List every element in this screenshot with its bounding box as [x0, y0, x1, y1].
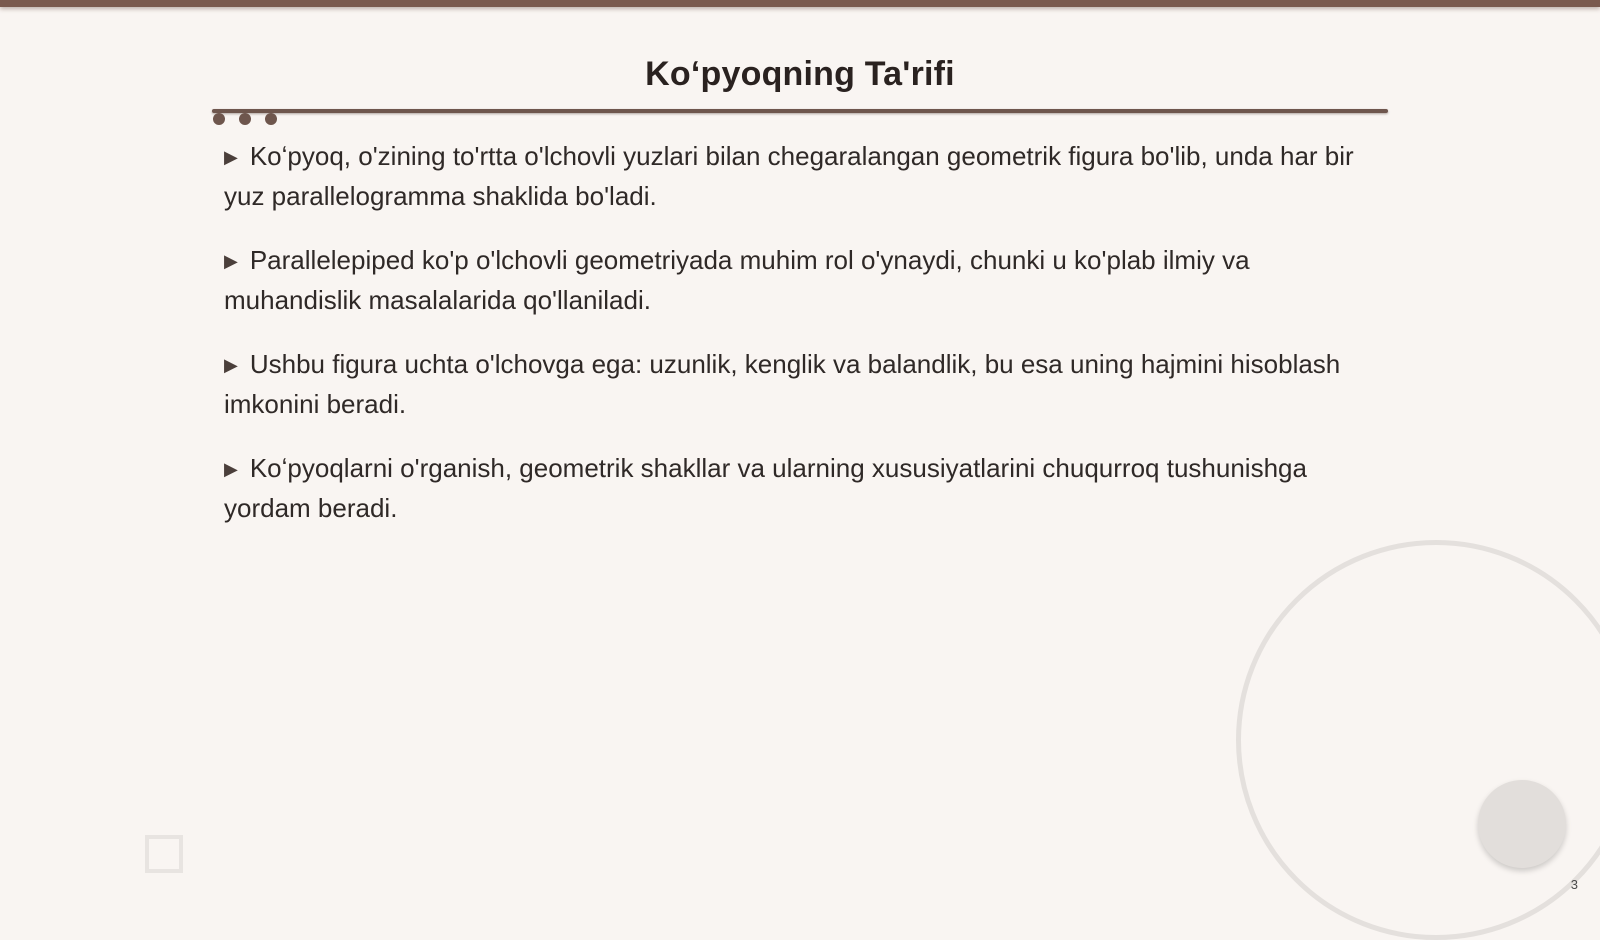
bullet-list — [224, 138, 1384, 554]
triangle-bullet-icon: ▶ — [224, 251, 238, 271]
bullet-text-3: Ushbu figura uchta o'lchovga ega: uzunlik, kenglik va balandlik, bu esa uning hajmini hisoblash imkonini beradi. — [224, 349, 1341, 419]
top-accent-bar — [0, 0, 1600, 7]
bullet-item-1 — [224, 138, 1384, 215]
decor-large-circle — [1236, 540, 1600, 940]
decor-dot-3 — [265, 113, 277, 125]
decor-dot-2 — [239, 113, 251, 125]
decor-dot-1 — [213, 113, 225, 125]
triangle-bullet-icon: ▶ — [224, 355, 238, 375]
slide-title: Koʻpyoqning Ta'rifi — [645, 55, 955, 93]
bullet-item-3 — [224, 346, 1384, 423]
triangle-bullet-icon: ▶ — [224, 459, 238, 479]
bullet-text-1: Koʻpyoq, o'zining to'rtta o'lchovli yuzlari bilan chegaralangan geometrik figura bo'lib, unda har bir yuz parallelogramma shaklida bo'ladi. — [224, 141, 1354, 211]
triangle-bullet-icon: ▶ — [224, 147, 238, 167]
decor-small-circle — [1478, 780, 1566, 868]
page-number: 3 — [1570, 877, 1578, 892]
bullet-item-4 — [224, 450, 1384, 527]
bullet-text-4: Koʻpyoqlarni o'rganish, geometrik shakllar va ularning xususiyatlarini chuqurroq tushunishga yordam beradi. — [224, 453, 1307, 523]
decor-square — [145, 835, 183, 873]
title-underline — [212, 109, 1388, 113]
bullet-text-2: Parallelepiped ko'p o'lchovli geometriyada muhim rol o'ynaydi, chunki u ko'plab ilmiy va muhandislik masalalarida qo'llaniladi. — [224, 245, 1250, 315]
bullet-item-2 — [224, 242, 1384, 319]
